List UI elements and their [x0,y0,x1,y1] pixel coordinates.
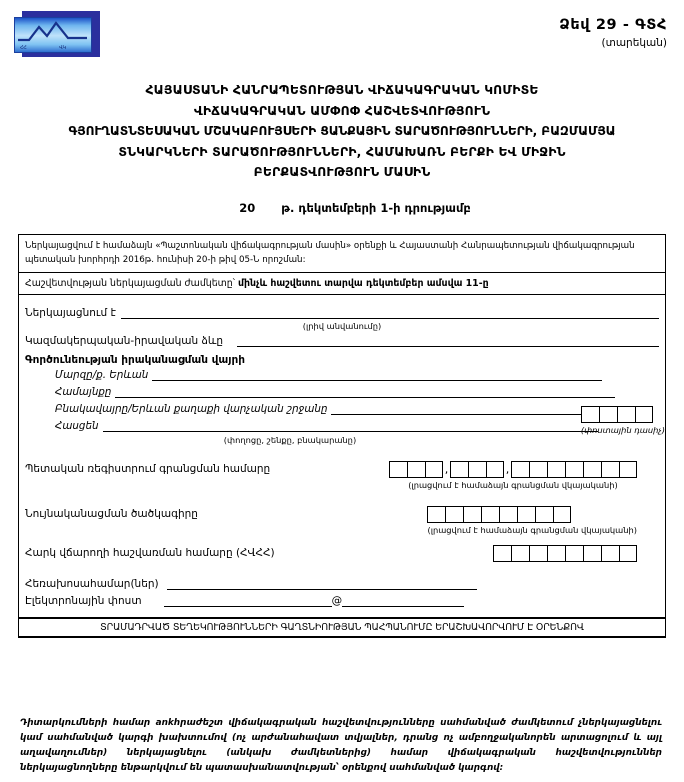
email-domain-input[interactable] [342,595,464,607]
email-label: Էլեկտրոնային փոստ [25,595,142,607]
state-registration-cells[interactable] [389,461,637,478]
submitted-by-label: Ներկայացնում է [25,307,116,319]
date-text: թ. դեկտեմբերի 1-ի դրությամբ [281,200,471,215]
submitted-by-row [25,307,659,319]
state-registration-value [389,461,637,490]
id-cell[interactable] [517,506,535,523]
reg-cell[interactable] [601,461,619,478]
reg-cell[interactable] [619,461,637,478]
statistical-committee-logo-icon [14,7,100,57]
id-cell[interactable] [445,506,463,523]
reg-cell[interactable] [389,461,407,478]
title-line-5: ԲԵՐՔԱՏՎՈՒԹՅՈՒՆ ՄԱՍԻՆ [253,164,431,179]
form-code-block [559,17,667,49]
postal-cell[interactable] [617,406,635,423]
form-code: Ձեվ 29 - ԳՏՀ [559,17,667,33]
reg-cell[interactable] [529,461,547,478]
postal-cell[interactable] [635,406,653,423]
identification-code-value [427,506,637,535]
submitted-by-caption: (լրիվ անվանումը) [302,321,382,331]
page-header [0,0,684,68]
document-title [0,80,684,183]
address-row [55,420,665,435]
confidentiality-notice: ՏՐԱՄԱԴՐՎԱԾ ՏԵՂԵԿՈՒԹՅՈՒՆՆԵՐԻ ԳԱՂՏՆԻՈՒԹՅԱՆ ՊԱՀՊԱՆՈՒՄԸ ԵՐԱՇԽԱՎՈՐՎՈՒՄ Է ՕՐԵՆՔՈՎ [19,618,665,637]
community-label: Համայնքը [55,386,112,398]
reg-cell[interactable] [450,461,468,478]
postal-code-block [581,406,665,435]
identification-code-caption: (լրացվում է համաձայն գրանցման վկայականի) [427,525,637,535]
penalty-footnote-area [18,712,666,780]
form-main-box [18,234,666,638]
taxpayer-number-cells[interactable] [493,545,637,562]
tax-cell[interactable] [619,545,637,562]
email-row [25,595,659,607]
year-prefix: 20 [239,200,256,215]
reg-cell[interactable] [565,461,583,478]
title-line-3: ԳՅՈՒՂԱՏՆՏԵՍԱԿԱՆ ՄՇԱԿԱԲՈՒՅՍԵՐԻ ՑԱՆՔԱՅԻՆ ՏԱՐԱԾՈՒԹՅՈՒՆՆԵՐԻ, ԲԱԶՄԱՄՅԱ [68,124,616,138]
state-registration-caption: (լրացվում է համաձայն գրանցման վկայականի) [408,480,618,490]
identification-code-label: Նույնականացման ծածկագիրը [25,508,198,520]
submission-deadline-row [19,273,665,295]
reg-cell[interactable] [486,461,504,478]
tax-cell[interactable] [583,545,601,562]
tax-cell[interactable] [601,545,619,562]
state-registration-label: Պետական ռեգիստրում գրանցման համարը [25,463,271,475]
postal-code-caption: (փոստային դասիչ) [580,425,665,435]
logo-face [14,17,92,53]
legal-form-input[interactable] [237,335,659,347]
activity-place-header: Գործունեության իրականացման վայրի [25,354,245,366]
logo-tick-right: ՎԿ [59,45,66,51]
id-cell[interactable] [427,506,445,523]
reg-cell[interactable] [468,461,486,478]
identification-code-cells[interactable] [427,506,637,523]
region-label: Մարզը/ք. Երևան [55,369,149,381]
title-line-2: ՎԻՃԱԿԱԳՐԱԿԱՆ ԱՄՓՈՓ ՀԱՇՎԵՏՎՈՒԹՅՈՒՆ [193,102,491,118]
state-registration-row [25,461,659,490]
email-at-symbol: @ [331,595,343,607]
identification-code-row [25,506,659,535]
postal-code-cells[interactable] [581,406,665,423]
deadline-label: Հաշվետվության ներկայացման ժամկետը՝ [25,278,235,289]
title-line-4: ՏՆԿԱՐԿՆԵՐԻ ՏԱՐԱԾՈՒԹՅՈՒՆՆԵՐԻ, ՀԱՄԱԽԱՌՆ ԲԵՐՔԻ ԵՎ ՄԻՋԻՆ [118,143,566,159]
deadline-value: մինչև հաշվետու տարվա դեկտեմբեր ամսվա 11-ը [237,278,489,289]
region-input[interactable] [152,369,602,381]
postal-cell[interactable] [581,406,599,423]
tax-cell[interactable] [511,545,529,562]
reg-separator: , [444,463,449,476]
reg-cell[interactable] [583,461,601,478]
taxpayer-number-value [493,545,637,562]
legal-basis-text: Ներկայացվում է համաձայն «Պաշտոնական վիճակագրության մասին» օրենքի և Հայաստանի Հանրապետության վիճակագրության պետական խորհրդի 2016թ. հունիսի 20-ի թիվ 05-Ն որոշման: [19,235,665,273]
address-label: Հասցեն [55,420,99,432]
tax-cell[interactable] [565,545,583,562]
address-input[interactable] [103,420,598,432]
reg-cell[interactable] [407,461,425,478]
reg-cell[interactable] [511,461,529,478]
logo-tick-left: ՀՀ [20,45,27,51]
reg-cell[interactable] [425,461,443,478]
phone-label: Հեռախոսահամար(ներ) [25,578,159,590]
tax-cell[interactable] [529,545,547,562]
respondent-fields [19,295,665,618]
address-caption: (փողոցը, շենքը, բնակարանը) [223,435,357,445]
penalty-footnote: Դիտարկումների համար ankhրաժեշտ վիճակագրական հաշվետվությունները սահմանված ժամկետում չներկայացնելու կամ սահմանված կարգի խախտումով (ոչ արժանահավատ տվյալներ, դրանց ոչ ամբողջականորեն արտացոլում և այլ աղավաղումներ) ներկայացնելու (անկախ ժամկետներից) համար վիճակագրական հաշվետվություններ ներկայացնողները ենթարկվում են պատասխանատվության՝ օրենքով սահմանված կարգով: [20,718,662,773]
phone-row [25,578,659,590]
activity-place-group [25,369,665,445]
legal-form-row [25,335,659,347]
tax-cell[interactable] [493,545,511,562]
reg-cell[interactable] [547,461,565,478]
region-row [55,369,659,381]
submitted-by-input[interactable] [121,307,659,319]
settlement-label: Բնակավայրը/Երևան քաղաքի վարչական շրջանը [55,403,328,415]
phone-input[interactable] [167,578,477,590]
settlement-row [55,403,659,415]
id-cell[interactable] [499,506,517,523]
id-cell[interactable] [481,506,499,523]
id-cell[interactable] [535,506,553,523]
community-input[interactable] [115,386,615,398]
reporting-date-line [0,201,684,215]
id-cell[interactable] [553,506,571,523]
community-row [55,386,659,398]
tax-cell[interactable] [547,545,565,562]
id-cell[interactable] [463,506,481,523]
reg-separator: , [505,463,510,476]
form-periodicity: (տարեկան) [601,37,667,49]
postal-cell[interactable] [599,406,617,423]
taxpayer-number-row [25,545,659,562]
legal-form-label: Կազմակերպական-իրավական ձևը [25,335,224,347]
email-local-input[interactable] [164,595,332,607]
title-line-1: ՀԱՅԱՍՏԱՆԻ ՀԱՆՐԱՊԵՏՈՒԹՅԱՆ ՎԻՃԱԿԱԳՐԱԿԱՆ ԿՈՄԻՏԵ [145,82,539,97]
taxpayer-number-label: Հարկ վճարողի հաշվառման համարը (ՀՎՀՀ) [25,547,275,559]
